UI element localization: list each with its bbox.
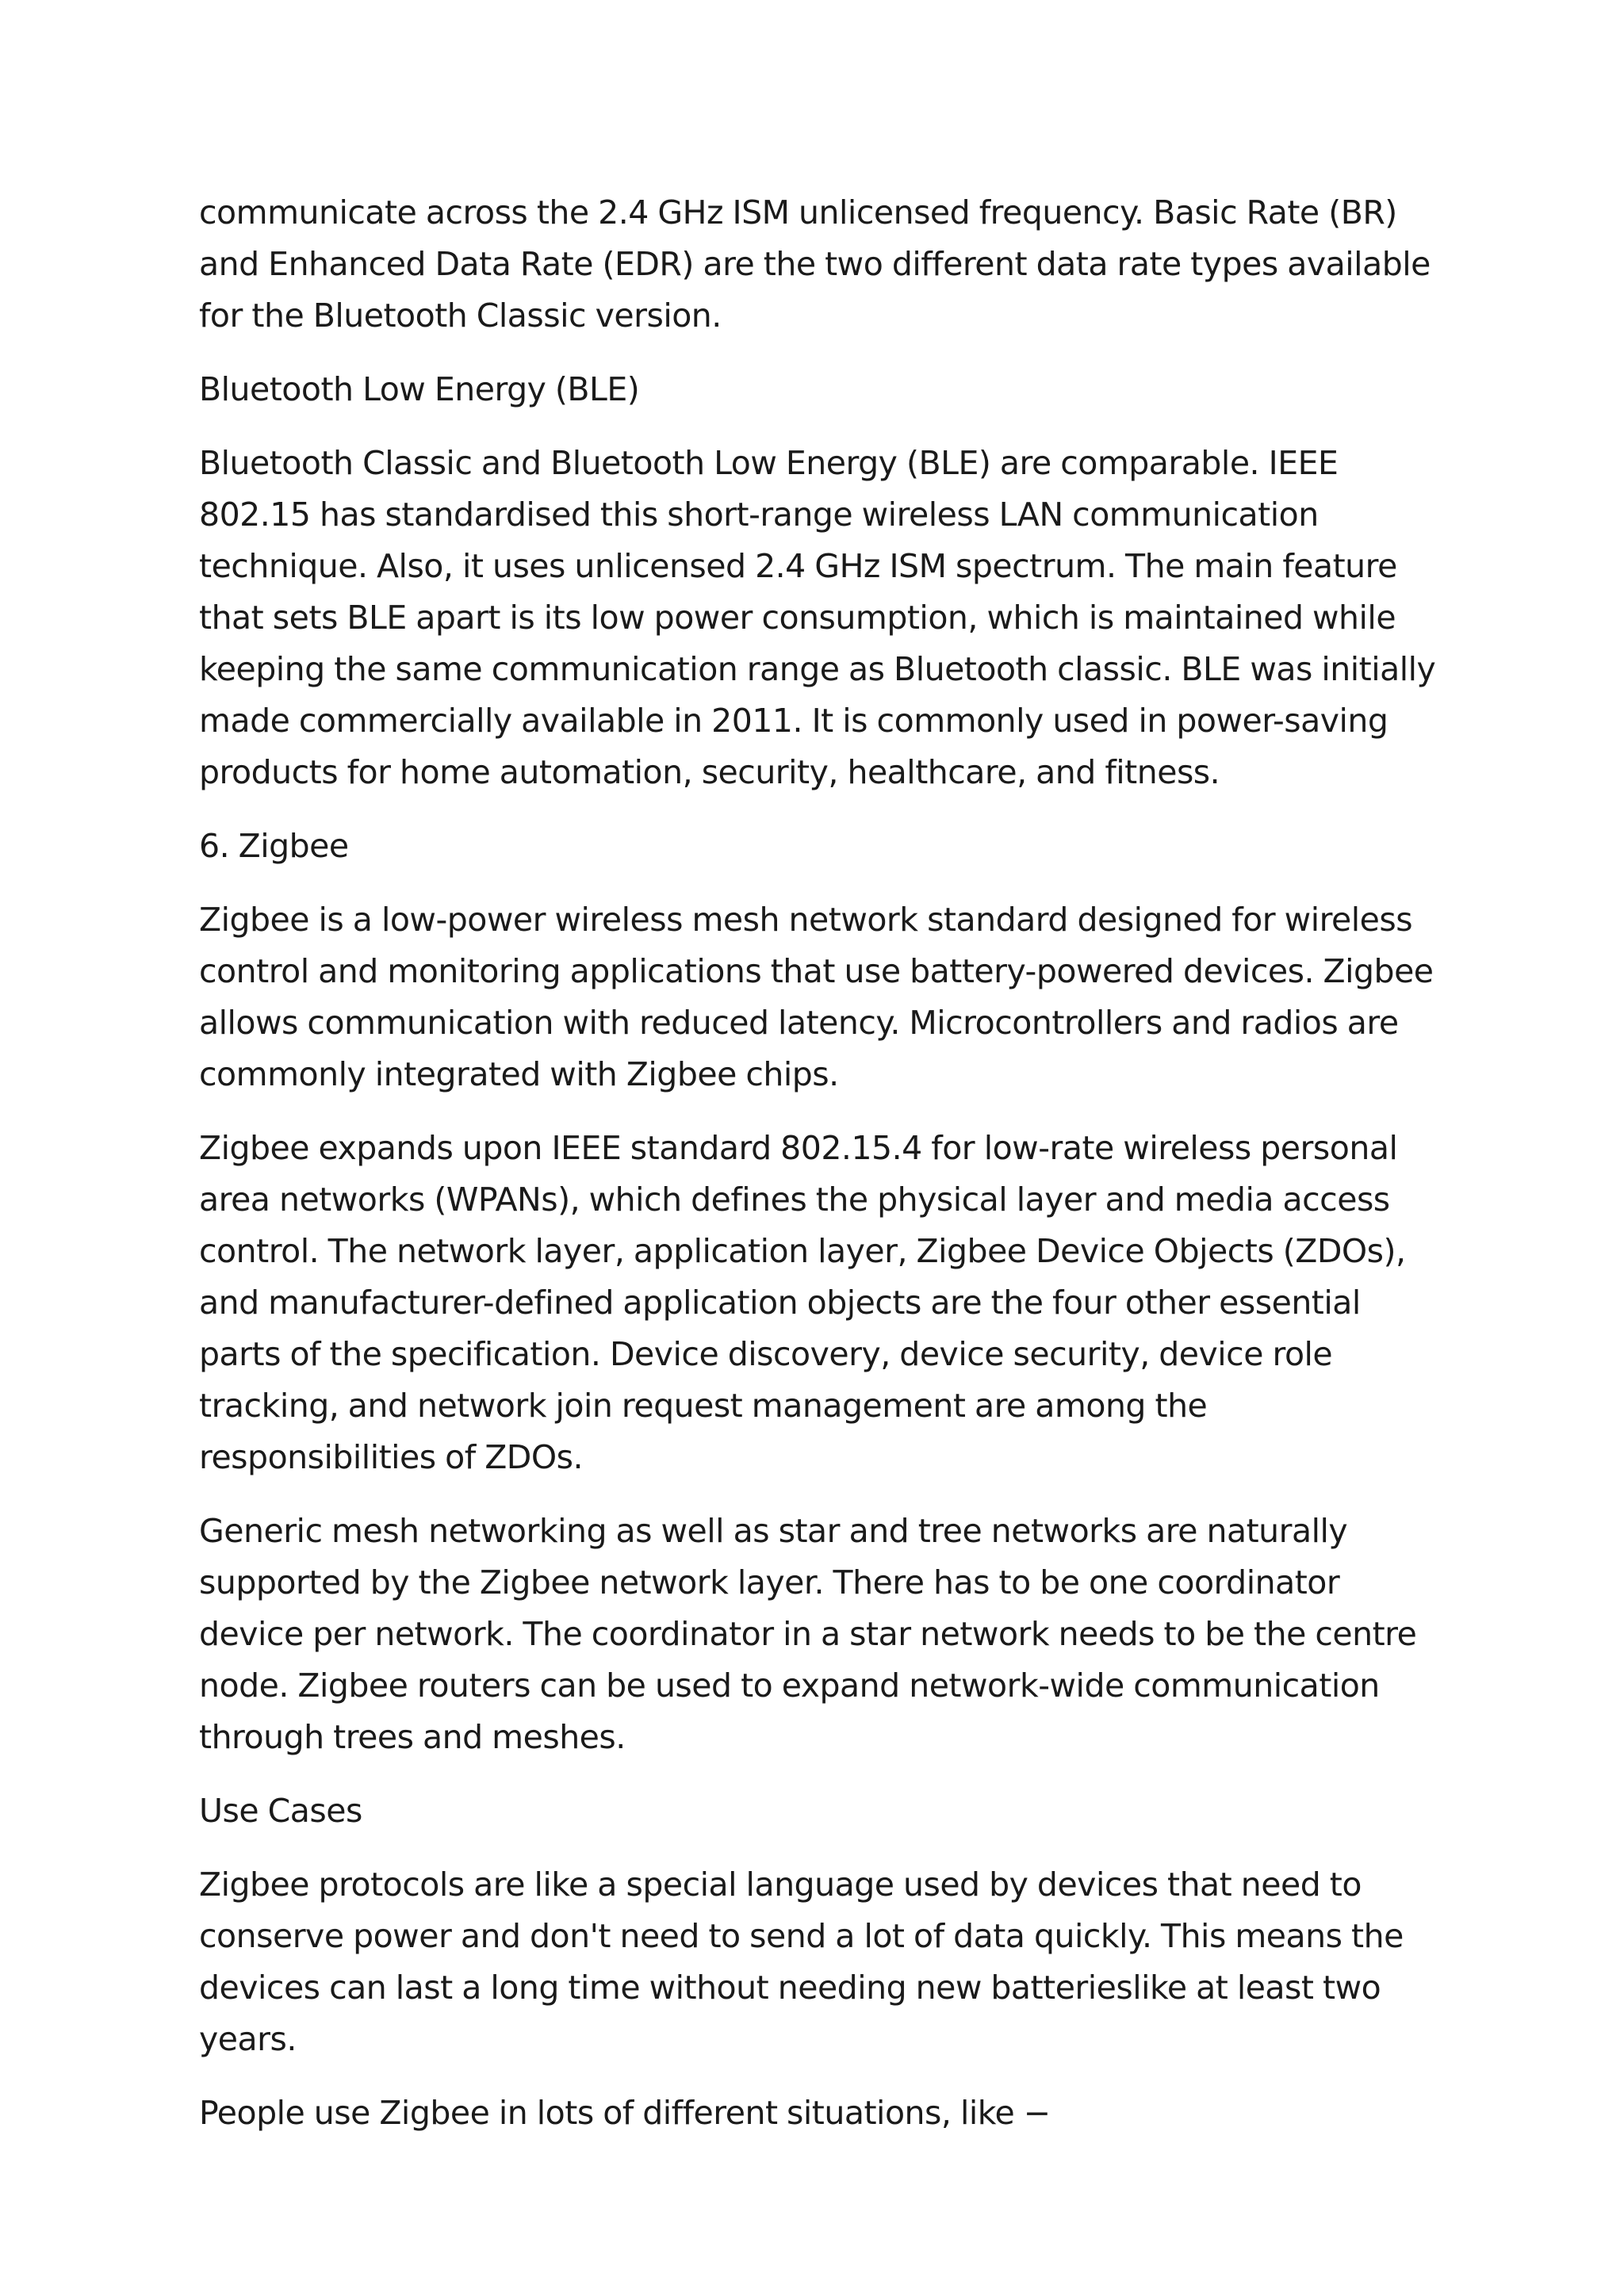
paragraph-zigbee-ieee: Zigbee expands upon IEEE standard 802.15.4 for low-rate wireless personal area networks (WPANs), which defines the physical layer and media access control. The network layer, application layer, Zigbee Device Objects (ZDOs), and manufacturer-defined application objects are the four other essential parts of the specification. Device discovery, device security, device role tracking, and network join request management are among the responsibilities of ZDOs.: [199, 1129, 1406, 1476]
document-page: [199, 187, 1444, 2161]
paragraph-zigbee-network: Generic mesh networking as well as star and tree networks are naturally supported by the Zigbee network layer. There has to be one coordinator device per network. The coordinator in a star network needs to be the centre node. Zigbee routers can be used to expand network-wide communication through trees and meshes.: [199, 1512, 1417, 1756]
heading-zigbee: 6. Zigbee: [199, 827, 349, 865]
heading-use-cases: Use Cases: [199, 1792, 362, 1830]
paragraph-zigbee-situations: People use Zigbee in lots of different situations, like −: [199, 2094, 1051, 2132]
paragraph-bluetooth-classic-continued: communicate across the 2.4 GHz ISM unlicensed frequency. Basic Rate (BR) and Enhanced Data Rate (EDR) are the two different data rate types available for the Bluetooth Classic version.: [199, 193, 1431, 335]
paragraph-zigbee-use-cases: Zigbee protocols are like a special language used by devices that need to conserve power and don't need to send a lot of data quickly. This means the devices can last a long time without needing new batterieslike at least two years.: [199, 1866, 1404, 2058]
paragraph-ble-description: Bluetooth Classic and Bluetooth Low Energy (BLE) are comparable. IEEE 802.15 has standardised this short-range wireless LAN communication technique. Also, it uses unlicensed 2.4 GHz ISM spectrum. The main feature that sets BLE apart is its low power consumption, which is maintained while keeping the same communication range as Bluetooth classic. BLE was initially made commercially available in 2011. It is commonly used in power-saving products for home automation, security, healthcare, and fitness.: [199, 444, 1436, 791]
heading-bluetooth-low-energy: Bluetooth Low Energy (BLE): [199, 370, 640, 408]
paragraph-zigbee-intro: Zigbee is a low-power wireless mesh network standard designed for wireless control and monitoring applications that use battery-powered devices. Zigbee allows communication with reduced latency. Microcontrollers and radios are commonly integrated with Zigbee chips.: [199, 901, 1434, 1093]
